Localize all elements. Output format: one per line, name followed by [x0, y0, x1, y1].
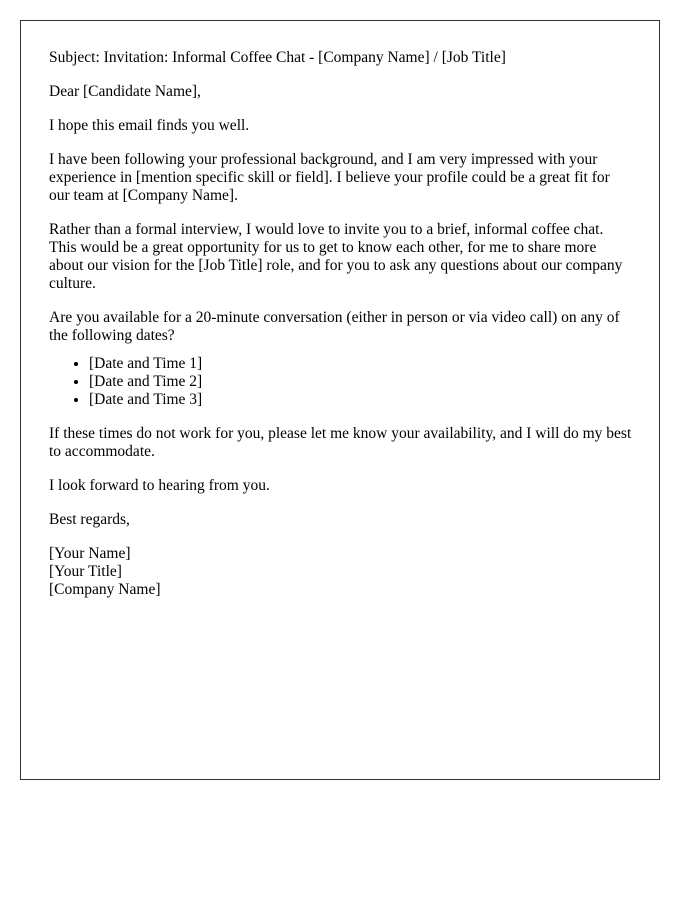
- closing-line: I look forward to hearing from you.: [49, 477, 270, 494]
- letter-body: [49, 49, 633, 599]
- date-options-list: [49, 355, 633, 409]
- date-option: • [Date and Time 1]: [89, 355, 633, 373]
- greeting: Dear [Candidate Name],: [49, 83, 201, 100]
- background-paragraph: I have been following your professional background, and I am very impressed with your experience in [mention specific skill or field]. I believe your profile could be a great fit for our team at [Company Name].: [49, 151, 610, 204]
- date-option: • [Date and Time 2]: [89, 373, 633, 391]
- signature-company: [Company Name]: [49, 581, 161, 598]
- letter-frame: [20, 20, 660, 780]
- invitation-paragraph: Rather than a formal interview, I would love to invite you to a brief, informal coffee chat. This would be a great opportunity for us to get to know each other, for me to share more about our vision for the [Job Title] role, and for you to ask any questions about our company culture.: [49, 221, 623, 292]
- opening-line: I hope this email finds you well.: [49, 117, 250, 134]
- availability-question: Are you available for a 20-minute conversation (either in person or via video call) on any of the following dates?: [49, 309, 620, 344]
- signature-name: [Your Name]: [49, 545, 131, 562]
- signature-block: [49, 545, 633, 599]
- sign-off: Best regards,: [49, 511, 130, 528]
- signature-title: [Your Title]: [49, 563, 122, 580]
- date-option: • [Date and Time 3]: [89, 391, 633, 409]
- alternative-paragraph: If these times do not work for you, please let me know your availability, and I will do my best to accommodate.: [49, 425, 632, 460]
- email-subject: Subject: Invitation: Informal Coffee Chat - [Company Name] / [Job Title]: [49, 49, 506, 66]
